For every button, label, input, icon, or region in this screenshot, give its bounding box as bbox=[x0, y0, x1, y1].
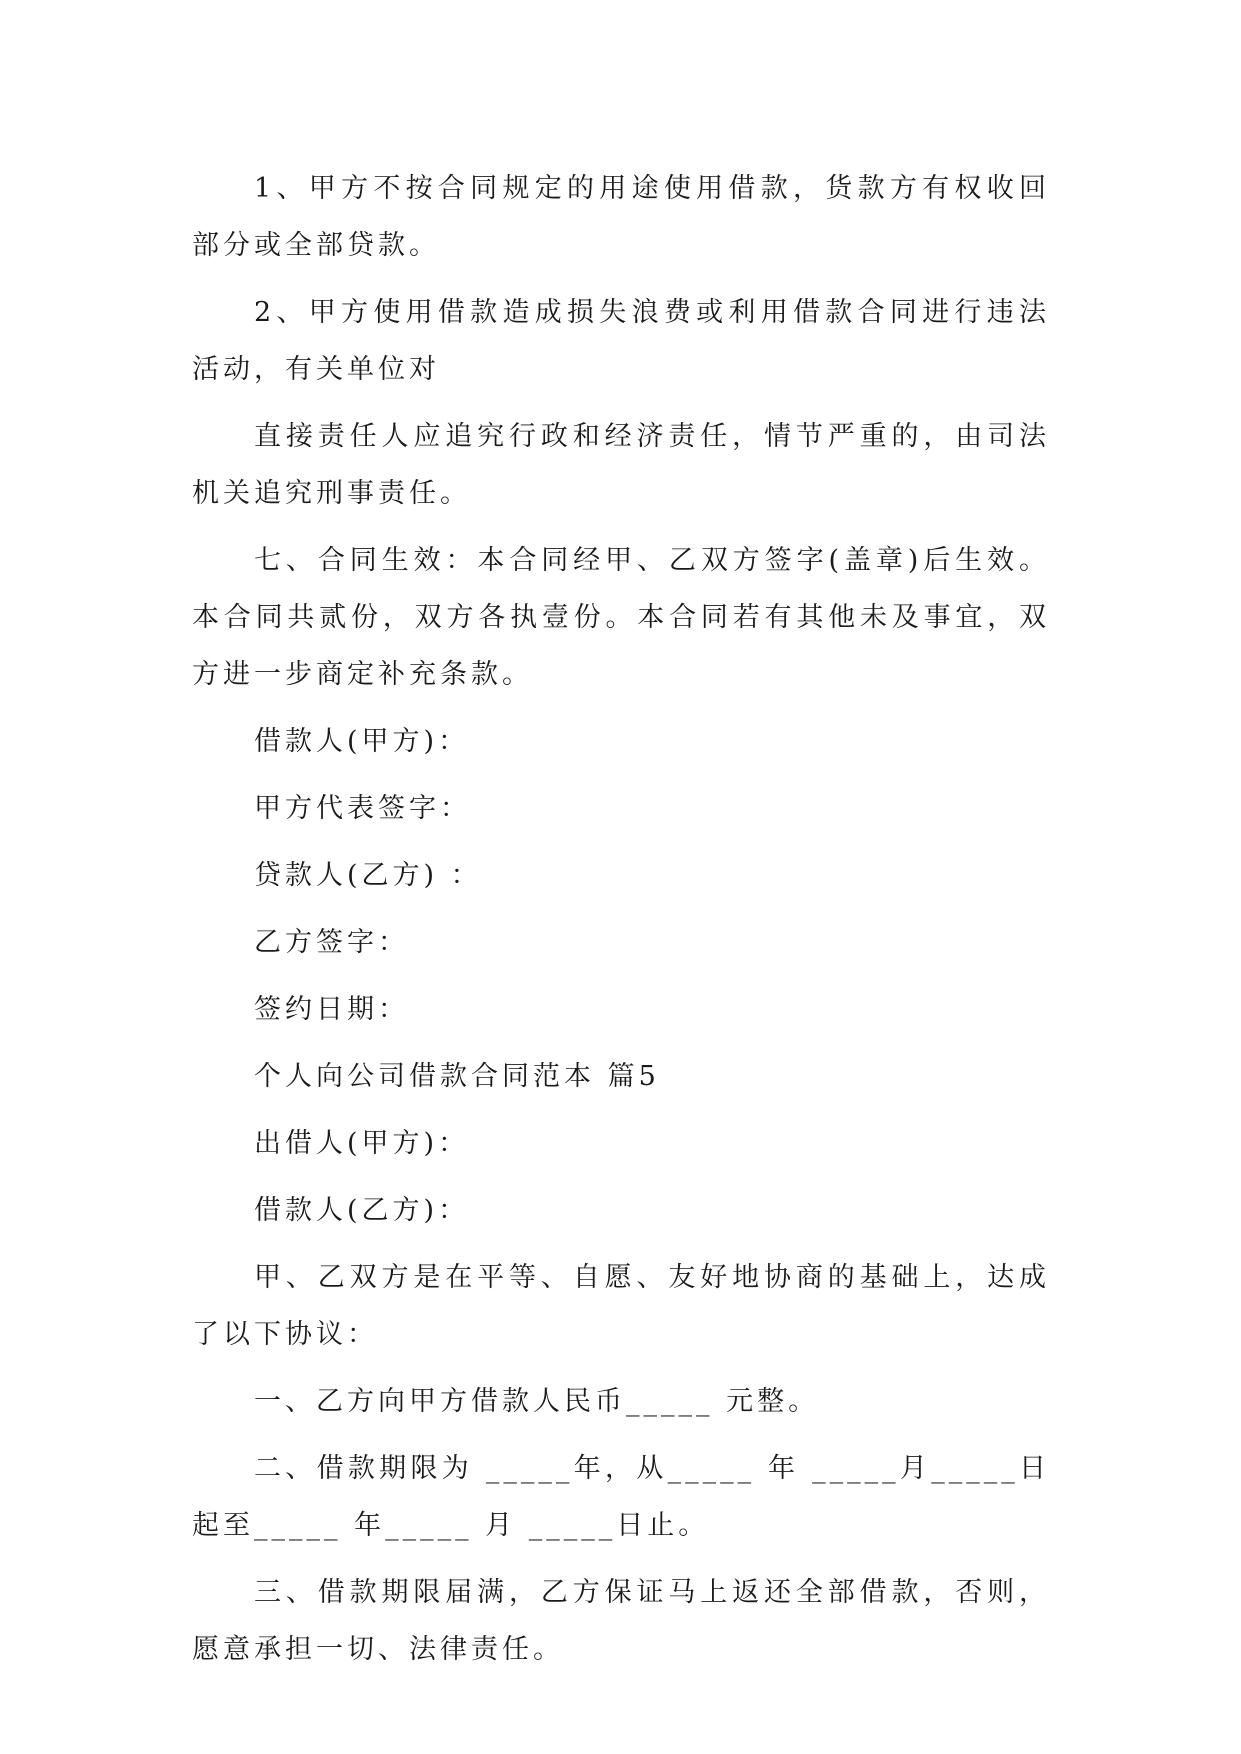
clause-2-loss-waste: 2、甲方使用借款造成损失浪费或利用借款合同进行违法活动，有关单位对 bbox=[192, 297, 1050, 385]
clause-1-improper-use: 1、甲方不按合同规定的用途使用借款，货款方有权收回部分或全部贷款。 bbox=[192, 173, 1050, 261]
borrower-party-a-label: 借款人(甲方)： bbox=[254, 726, 470, 757]
agreement-preamble: 甲、乙双方是在平等、自愿、友好地协商的基础上，达成了以下协议： bbox=[192, 1262, 1050, 1350]
party-a-representative-signature-label: 甲方代表签字： bbox=[254, 793, 471, 824]
borrower-party-b-label: 借款人(乙方)： bbox=[254, 1195, 470, 1226]
signing-date-label: 签约日期： bbox=[254, 994, 409, 1025]
clause-2-loan-term: 二、借款期限为 _____年，从_____ 年 _____月_____日起至_____ 年_____ 月 _____日止。 bbox=[192, 1453, 1050, 1541]
party-b-signature-label: 乙方签字： bbox=[254, 927, 409, 958]
clause-1-loan-amount: 一、乙方向甲方借款人民币_____ 元整。 bbox=[254, 1386, 820, 1417]
clause-2-liability: 直接责任人应追究行政和经济责任，情节严重的，由司法机关追究刑事责任。 bbox=[192, 421, 1050, 509]
clause-7-effectiveness: 七、合同生效：本合同经甲、乙双方签字(盖章)后生效。本合同共贰份，双方各执壹份。本合同若有其他未及事宜，双方进一步商定补充条款。 bbox=[192, 545, 1050, 690]
lender-party-a-label: 出借人(甲方)： bbox=[254, 1128, 470, 1159]
lender-party-b-label: 贷款人(乙方) ： bbox=[254, 860, 482, 891]
clause-3-repayment: 三、借款期限届满，乙方保证马上返还全部借款，否则，愿意承担一切、法律责任。 bbox=[192, 1577, 1050, 1665]
document-body bbox=[192, 160, 1050, 1688]
section-heading: 个人向公司借款合同范本 篇5 bbox=[254, 1061, 660, 1092]
